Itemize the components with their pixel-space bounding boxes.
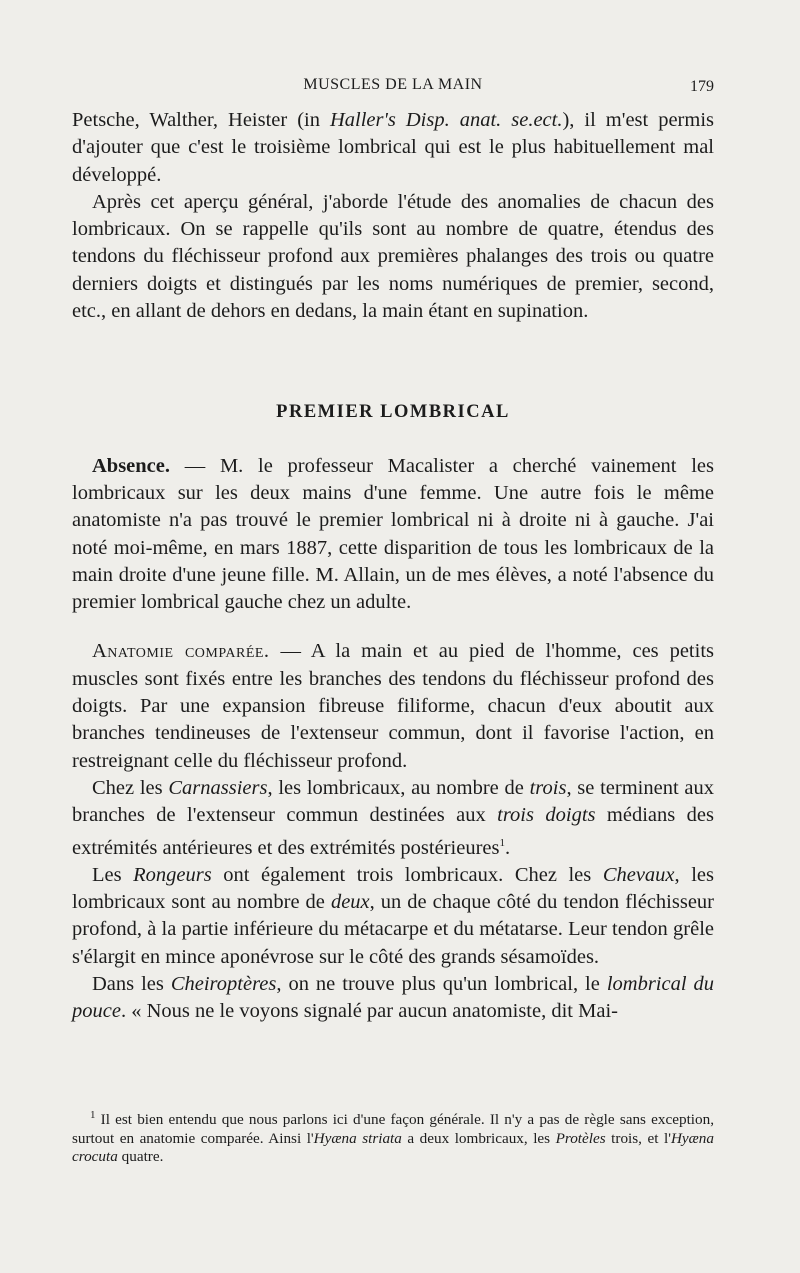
section-title: PREMIER LOMBRICAL [276,402,510,423]
body-text [72,107,714,1025]
page-number: 179 [690,78,714,95]
footnote-ref: 1 [499,836,505,849]
paragraph-absence: Absence. — M. le professeur Macalister a cherché vainement les lombricaux sur les deux mains d'une femme. Une autre fois le même anatomiste n'a pas trouvé le premier lombrical ni à droite ni à gauche. J'ai noté moi-même, en mars 1887, cette disparition de tous les lombricaux de la main droite d'une jeune fille. M. Allain, un de mes élèves, a noté l'absence du premier lombrical gauche chez un adulte. [72,454,714,614]
paragraph-1: Petsche, Walther, Heister (in Haller's Disp. anat. se.ect.), il m'est permis d'ajouter que c'est le troisième lombrical qui est le plus habituellement mal développé. [72,109,714,186]
footnote: $^1$ Il est bien entendu que nous parlons ici d'une façon générale. Il n'y a pas de règle sans exception, surtout en anatomie comparée. Ainsi l'Hyæna striata a deux lombricaux, les Protèles trois, et l'Hyæna crocuta quatre. [72,1109,714,1166]
running-title: MUSCLES DE LA MAIN [303,76,483,93]
paragraph-cheiropteres: Dans les Cheiroptères, on ne trouve plus qu'un lombrical, le lombrical du pouce. « Nous ne le voyons signalé par aucun anatomiste, dit Mai- [72,972,714,1023]
paragraph-2: Après cet aperçu général, j'aborde l'étude des anomalies de chacun des lombricaux. On se rappelle qu'ils sont au nombre de quatre, étendus des tendons du fléchisseur profond aux premières phalanges des trois ou quatre derniers doigts et distingués par les noms numériques de premier, second, etc., en allant de dehors en dedans, la main étant en supination. [72,190,714,323]
anatomie-label: Anatomie comparée. [92,640,270,663]
paragraph-anatomie: Anatomie comparée. — A la main et au pied de l'homme, ces petits muscles sont fixés entre les branches des tendons du fléchisseur profond des doigts. Par une expansion fibreuse filiforme, chacun d'eux aboutit aux branches tendineuses de l'extenseur commun, dont il favorise l'action, en restreignant celle du fléchisseur profond. [72,640,714,772]
absence-label: Absence. [92,454,171,477]
running-head [72,76,714,100]
footnote-mark: 1 [90,1109,96,1121]
paragraph-carnassiers: Chez les Carnassiers, les lombricaux, au nombre de trois, se terminent aux branches de l'extenseur commun destinées aux trois doigts médians des extrémités antérieures et des extrémités postérieures$^1$. [72,776,714,859]
paragraph-rongeurs: Les Rongeurs ont également trois lombricaux. Chez les Chevaux, les lombricaux sont au nombre de deux, un de chaque côté du tendon fléchisseur profond, à la partie inférieure du métacarpe et du métatarse. Leur tendon grêle s'élargit en mince aponévrose sur le côté des grands sésamoïdes. [72,863,714,968]
